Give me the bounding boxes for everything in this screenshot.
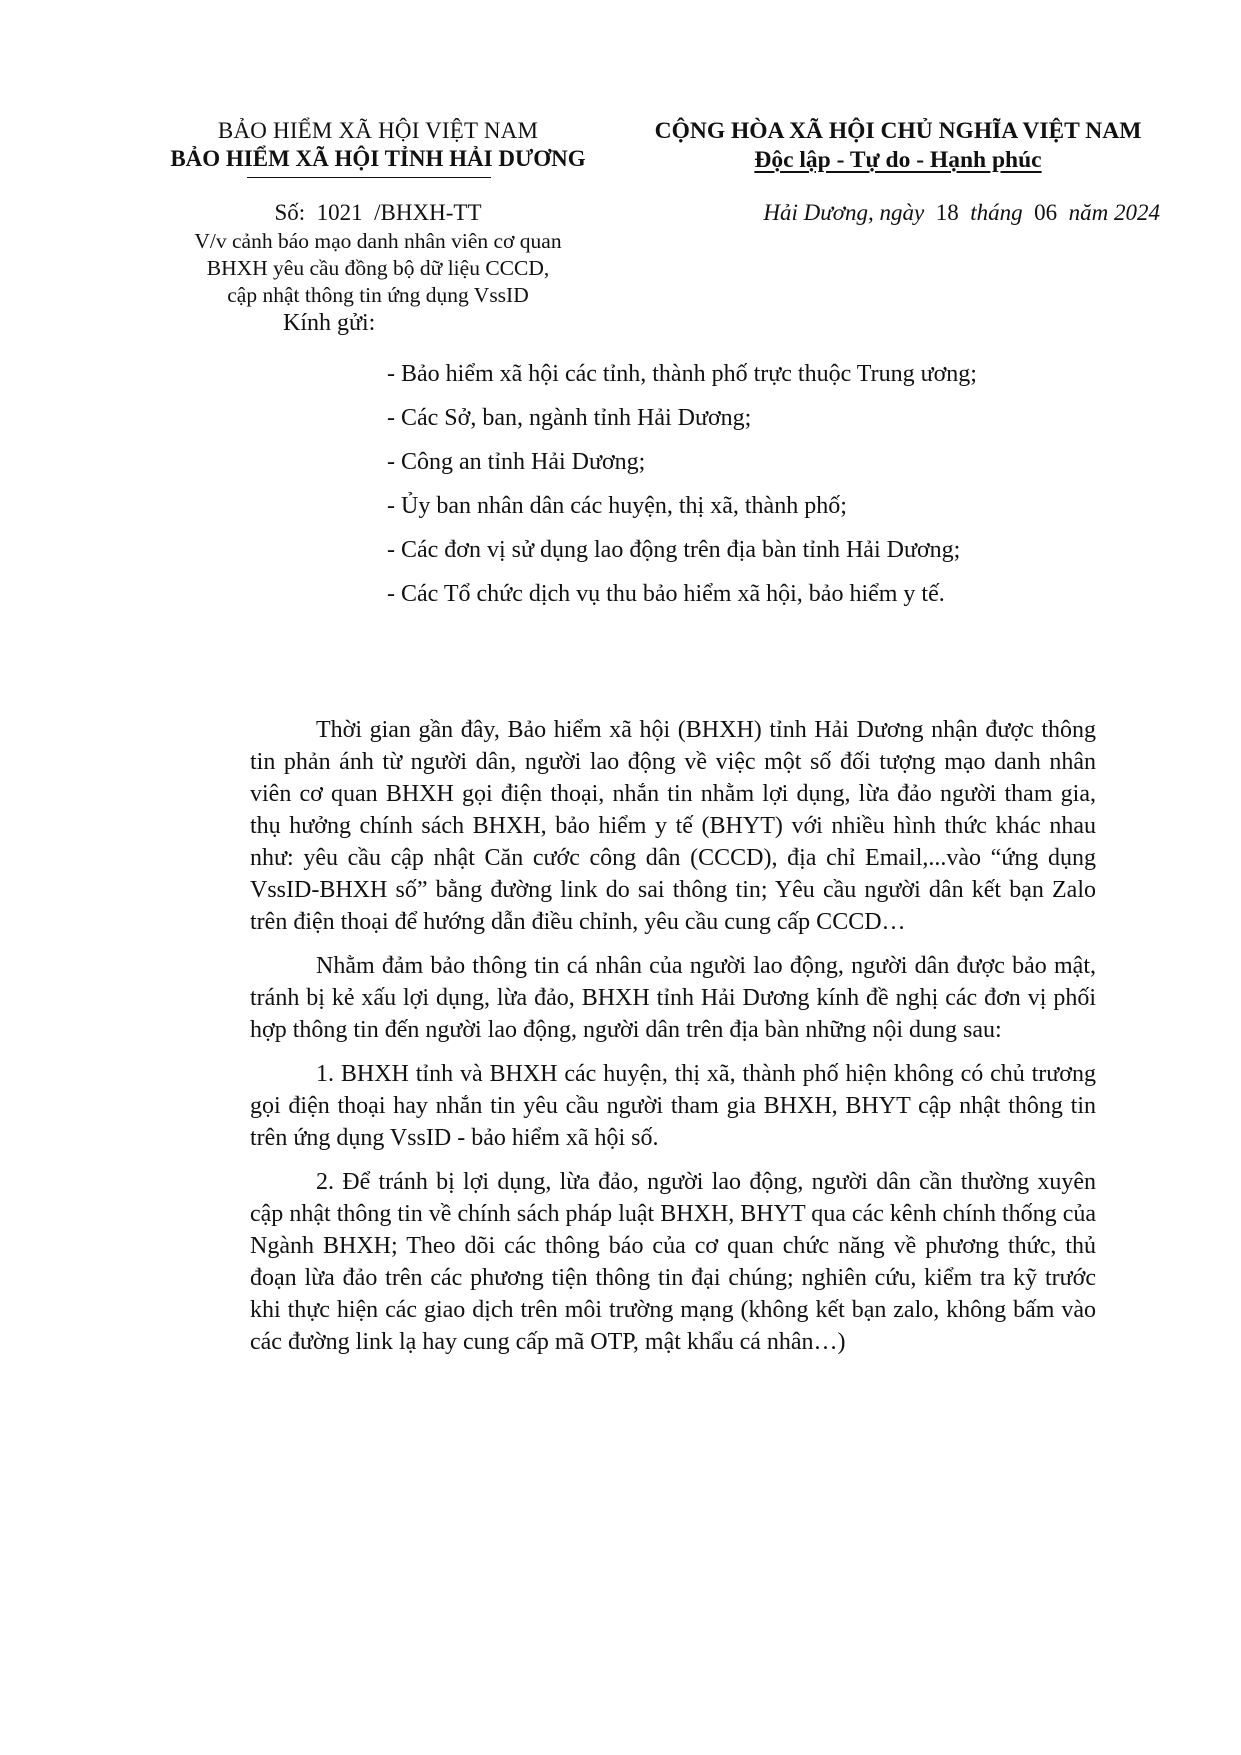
addressee-item: - Ủy ban nhân dân các huyện, thị xã, thành phố;: [387, 493, 847, 519]
document-body: [250, 714, 1096, 1370]
body-paragraph: 1. BHXH tỉnh và BHXH các huyện, thị xã, thành phố hiện không có chủ trương gọi điện thoại hay nhắn tin yêu cầu người tham gia BHXH, BHYT cập nhật thông tin trên ứng dụng VssID - bảo hiểm xã hội số.: [250, 1061, 1096, 1151]
national-motto: [628, 147, 1168, 174]
issue-date: [660, 200, 1160, 226]
addressee-list: [387, 352, 977, 616]
subject-line: BHXH yêu cầu đồng bộ dữ liệu CCCD,: [206, 256, 550, 280]
date-month: 06: [1034, 200, 1058, 225]
date-day: 18: [935, 200, 959, 225]
addressees-label: Kính gửi:: [283, 310, 376, 336]
date-month-label: tháng: [970, 200, 1023, 225]
document-number-value: 1021: [316, 200, 363, 225]
body-paragraph: Nhằm đảm bảo thông tin cá nhân của người lao động, người dân được bảo mật, tránh bị kẻ xấu lợi dụng, lừa đảo, BHXH tỉnh Hải Dương kính đề nghị các đơn vị phối hợp thông tin đến người lao động, người dân trên địa bàn những nội dung sau:: [250, 953, 1096, 1043]
national-motto-text: Độc lập - Tự do - Hạnh phúc: [754, 147, 1042, 173]
org-name-underline-divider: [247, 177, 491, 178]
addressee-item: - Công an tỉnh Hải Dương;: [387, 449, 646, 475]
document-number-label: Số:: [274, 200, 306, 225]
document-number: [128, 200, 628, 226]
addressee-item: - Các đơn vị sử dụng lao động trên địa bàn tỉnh Hải Dương;: [387, 537, 961, 563]
org-name: BẢO HIỂM XÃ HỘI TỈNH HẢI DƯƠNG: [170, 146, 586, 171]
subject-line: V/v cảnh báo mạo danh nhân viên cơ quan: [194, 229, 562, 253]
addressee-item: - Các Sở, ban, ngành tỉnh Hải Dương;: [387, 405, 752, 431]
subject-line: cập nhật thông tin ứng dụng VssID: [227, 283, 529, 307]
addressee-item: - Bảo hiểm xã hội các tỉnh, thành phố trực thuộc Trung ương;: [387, 361, 977, 387]
body-paragraph: Thời gian gần đây, Bảo hiểm xã hội (BHXH) tỉnh Hải Dương nhận được thông tin phản ánh từ người dân, người lao động về việc một số đối tượng mạo danh nhân viên cơ quan BHXH gọi điện thoại, nhắn tin nhằm lợi dụng, lừa đảo người tham gia, thụ hưởng chính sách BHXH, bảo hiểm y tế (BHYT) với nhiều hình thức khác nhau như: yêu cầu cập nhật Căn cước công dân (CCCD), địa chỉ Email,...vào “ứng dụng VssID-BHXH số” bằng đường link do sai thông tin; Yêu cầu người dân kết bạn Zalo trên điện thoại để hướng dẫn điều chỉnh, yêu cầu cung cấp CCCD…: [250, 717, 1096, 935]
document-code: /BHXH-TT: [374, 200, 482, 225]
org-parent-name: BẢO HIỂM XÃ HỘI VIỆT NAM: [217, 118, 539, 143]
document-subject: [128, 228, 628, 309]
date-place: Hải Dương, ngày: [763, 200, 925, 225]
nation-title: CỘNG HÒA XÃ HỘI CHỦ NGHĨA VIỆT NAM: [654, 118, 1142, 144]
date-year: năm 2024: [1068, 200, 1160, 225]
addressee-item: - Các Tổ chức dịch vụ thu bảo hiểm xã hội, bảo hiểm y tế.: [387, 581, 945, 607]
body-paragraph: 2. Để tránh bị lợi dụng, lừa đảo, người lao động, người dân cần thường xuyên cập nhật thông tin về chính sách pháp luật BHXH, BHYT qua các kênh chính thống của Ngành BHXH; Theo dõi các thông báo của cơ quan chức năng về phương thức, thủ đoạn lừa đảo trên các phương tiện thông tin đại chúng; nghiên cứu, kiểm tra kỹ trước khi thực hiện các giao dịch trên môi trường mạng (không kết bạn zalo, không bấm vào các đường link lạ hay cung cấp mã OTP, mật khẩu cá nhân…): [250, 1169, 1096, 1355]
